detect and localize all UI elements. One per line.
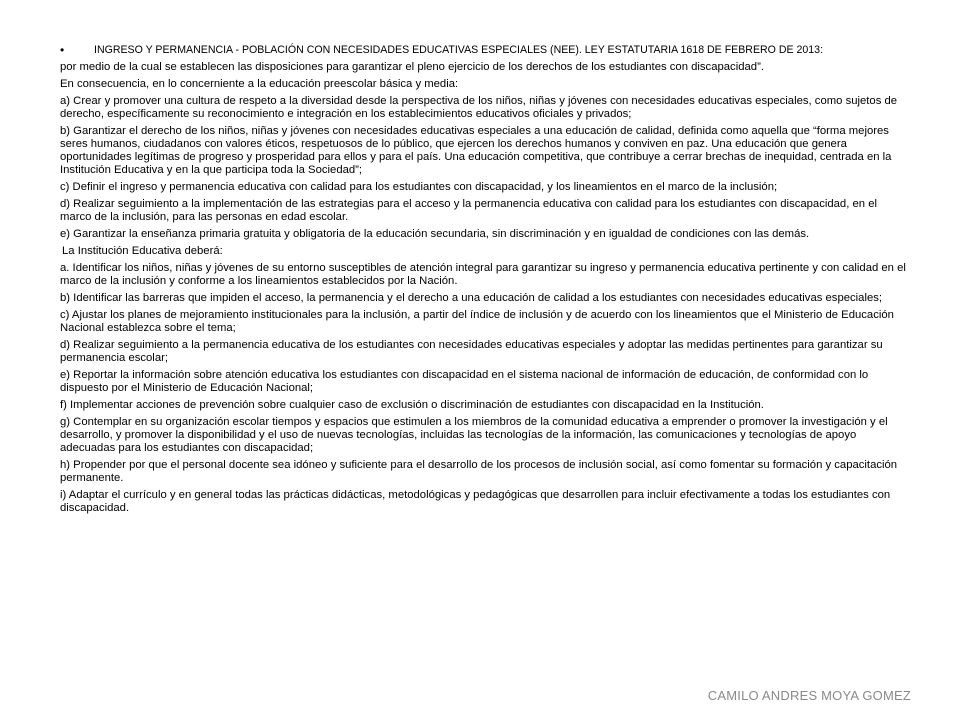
paragraph: e) Garantizar la enseñanza primaria gratuita y obligatoria de la educación secundaria, sin discriminación y en igualdad de condiciones con las demás. xyxy=(60,228,810,240)
paragraph: c) Ajustar los planes de mejoramiento institucionales para la inclusión, a partir del índice de inclusión y de acuerdo con los lineamientos que el Ministerio de Educación Nacional establezca sobre el tema; xyxy=(60,309,894,334)
paragraph: b) Identificar las barreras que impiden el acceso, la permanencia y el derecho a una educación de calidad a los estudiantes con necesidades educativas especiales; xyxy=(60,292,883,304)
heading-item xyxy=(60,44,908,57)
paragraph: d) Realizar seguimiento a la permanencia educativa de los estudiantes con necesidades educativas especiales y adoptar las medidas pertinentes para garantizar su permanencia escolar; xyxy=(60,339,883,364)
heading-text: INGRESO Y PERMANENCIA - POBLACIÓN CON NECESIDADES EDUCATIVAS ESPECIALES (NEE). LEY ESTATUTARIA 1618 DE FEBRERO DE 2013: xyxy=(94,44,824,56)
paragraph: g) Contemplar en su organización escolar tiempos y espacios que estimulen a los miembros de la comunidad educativa a emprender o promover la investigación y el desarrollo, y promover la disponibilidad y el uso de nuevas tecnologías, incluidas las tecnologías de la información, las comunicaciones y tecnologías de apoyo adecuadas para los estudiantes con discapacidad; xyxy=(60,416,888,454)
paragraph: h) Propender por que el personal docente sea idóneo y suficiente para el desarrollo de los procesos de inclusión social, así como fomentar su formación y capacitación permanente. xyxy=(60,459,898,484)
paragraph: d) Realizar seguimiento a la implementación de las estrategias para el acceso y la permanencia educativa con calidad para los estudiantes con discapacidad, en el marco de la inclusión, para las personas en edad escolar. xyxy=(60,198,877,223)
paragraph: a. Identificar los niños, niñas y jóvenes de su entorno susceptibles de atención integral para garantizar su ingreso y permanencia educativa pertinente y con calidad en el marco de la inclusión y conforme a los lineamientos establecidos por la Nación. xyxy=(60,262,906,287)
paragraph: por medio de la cual se establecen las disposiciones para garantizar el pleno ejercicio de los derechos de los estudiantes con discapacidad”. xyxy=(60,61,764,73)
paragraph: f) Implementar acciones de prevención sobre cualquier caso de exclusión o discriminación de estudiantes con discapacidad en la Institución. xyxy=(60,399,764,411)
bullet-icon: • xyxy=(60,43,65,57)
paragraph: a) Crear y promover una cultura de respeto a la diversidad desde la perspectiva de los niños, niñas y jóvenes con necesidades educativas especiales, como sujetos de derecho, específicamente su reconocimiento e integración en los establecimientos educativos oficiales y privados; xyxy=(60,95,898,120)
slide-content xyxy=(60,44,908,519)
paragraph: b) Garantizar el derecho de los niños, niñas y jóvenes con necesidades educativas especiales a una educación de calidad, definida como aquella que “forma mejores seres humanos, ciudadanos con valores éticos, respetuosos de lo público, que ejercen los derechos humanos y conviven en paz. Una educación que genera oportunidades legítimas de progreso y prosperidad para ellos y para el país. Una educación competitiva, que contribuye a cerrar brechas de inequidad, centrada en la Institución Educativa y en la que participa toda la Sociedad”; xyxy=(60,125,892,176)
author-footer: CAMILO ANDRES MOYA GOMEZ xyxy=(707,688,911,703)
subheading: La Institución Educativa deberá: xyxy=(62,245,223,257)
paragraph: e) Reportar la información sobre atención educativa los estudiantes con discapacidad en el sistema nacional de información de educación, de conformidad con lo dispuesto por el Ministerio de Educación Nacional; xyxy=(60,369,869,394)
paragraph: c) Definir el ingreso y permanencia educativa con calidad para los estudiantes con discapacidad, y los lineamientos en el marco de la inclusión; xyxy=(60,181,778,193)
paragraph: En consecuencia, en lo concerniente a la educación preescolar básica y media: xyxy=(60,78,459,90)
paragraph: i) Adaptar el currículo y en general todas las prácticas didácticas, metodológicas y pedagógicas que desarrollen para incluir efectivamente a todas los estudiantes con discapacidad. xyxy=(60,489,891,514)
